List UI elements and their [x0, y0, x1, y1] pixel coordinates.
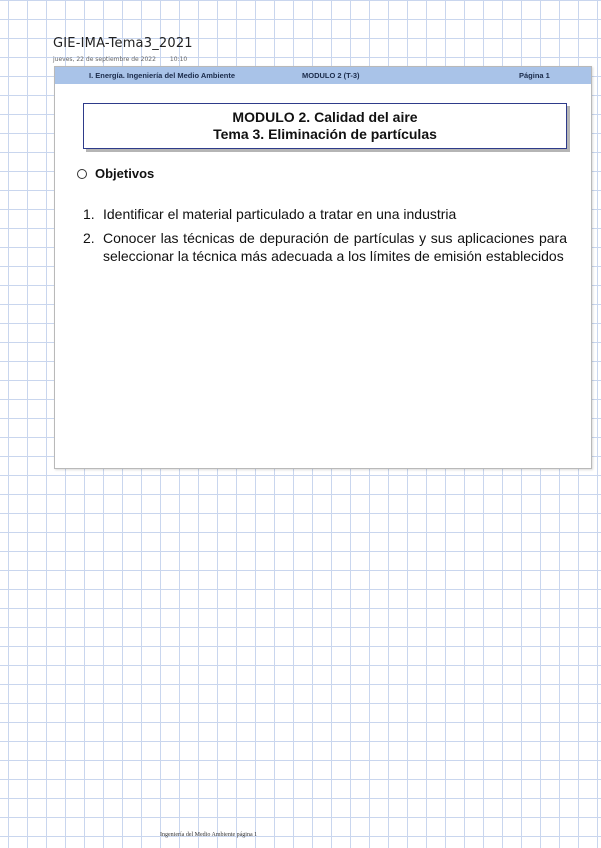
- objective-text: Identificar el material particulado a tratar en una industria: [103, 206, 457, 222]
- slide-header-bar: [55, 67, 591, 84]
- document-timestamp: [53, 56, 187, 63]
- page-footer: Ingeniería del Medio Ambiente página 1: [160, 832, 258, 838]
- objectives-heading-label: Objetivos: [95, 166, 155, 181]
- objective-number: 2.: [83, 230, 95, 246]
- slide-title-topic: Tema 3. Eliminación de partículas: [213, 126, 437, 142]
- objective-item: [83, 229, 567, 265]
- slide-title-module: MODULO 2. Calidad del aire: [232, 109, 418, 125]
- slide-header-course: I. Energía. Ingeniería del Medio Ambiente: [89, 71, 236, 80]
- objectives-heading: [77, 166, 154, 181]
- circle-bullet-icon: [77, 169, 87, 179]
- document-time: 10:10: [169, 56, 188, 63]
- objectives-list: [83, 205, 567, 271]
- document-title: GIE-IMA-Tema3_2021: [53, 36, 193, 51]
- slide: [54, 66, 592, 469]
- document-date: jueves, 22 de septiembre de 2022: [53, 56, 156, 63]
- slide-title-box: [83, 103, 567, 149]
- objective-item: [83, 205, 567, 223]
- objective-text: Conocer las técnicas de depuración de partículas y sus aplicaciones para seleccionar la técnica más adecuada a los límites de emisión establecidos: [103, 230, 567, 264]
- slide-header-module: MODULO 2 (T-3): [302, 71, 360, 80]
- objective-number: 1.: [83, 206, 95, 222]
- slide-header-page: Página 1: [519, 71, 550, 80]
